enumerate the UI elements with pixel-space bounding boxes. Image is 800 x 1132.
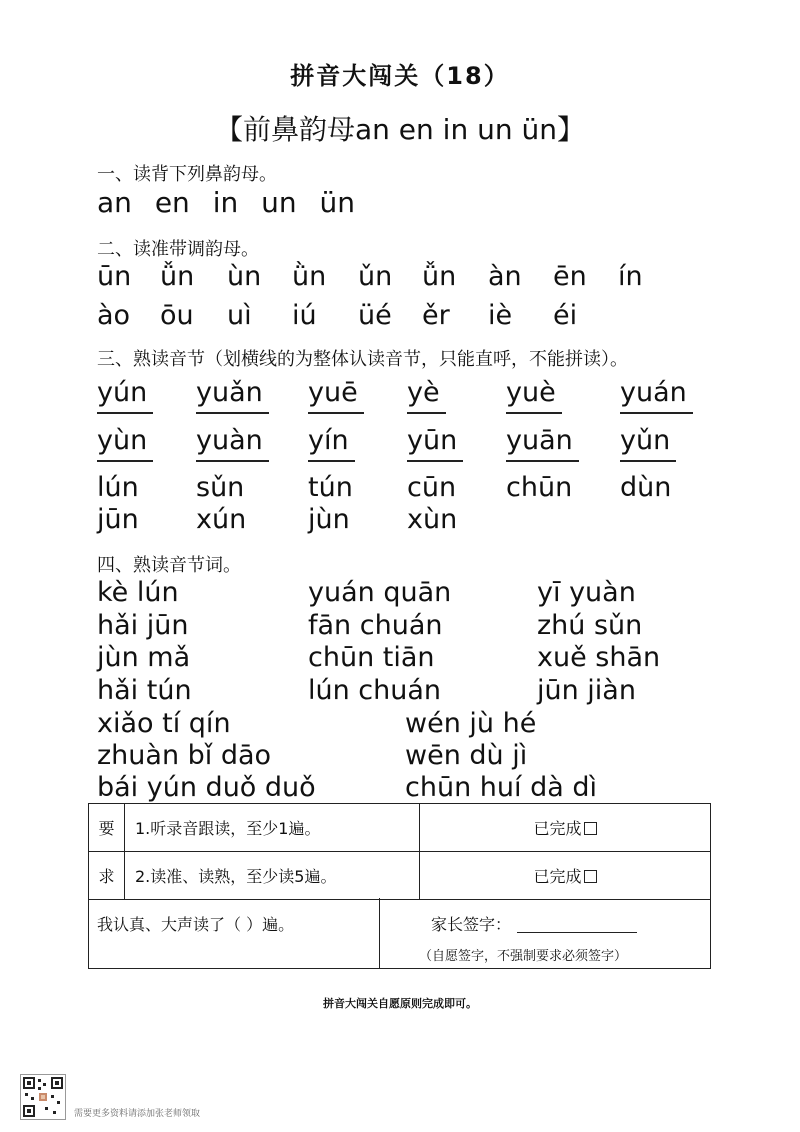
tone-final: ùn	[227, 261, 262, 292]
syllable: sǔn	[196, 472, 245, 503]
section-1-heading: 一、读背下列鼻韵母。	[97, 164, 277, 185]
word: bái yún duǒ duǒ	[97, 772, 316, 803]
requirement-1: 1.听录音跟读，至少1遍。	[125, 804, 420, 852]
footer-note: 拼音大闯关自愿原则完成即可。	[323, 997, 477, 1010]
word: wēn dù jì	[405, 740, 528, 771]
signature-note: （自愿签字，不强制要求必须签字）	[419, 949, 628, 964]
tone-final: ào	[97, 300, 131, 331]
syllable: tún	[308, 472, 353, 503]
tone-final: ōu	[160, 300, 194, 331]
syllable-whole: yūn	[407, 425, 458, 456]
requirement-2: 2.读准、读熟，至少读5遍。	[125, 852, 420, 900]
word: wén jù hé	[405, 708, 537, 739]
syllable-whole: yuān	[506, 425, 573, 456]
signature-line[interactable]	[517, 932, 637, 933]
tone-final: ǔn	[358, 261, 393, 292]
completion-check-2[interactable]	[420, 852, 711, 900]
final: en	[154, 186, 190, 219]
divider	[379, 898, 380, 968]
word: jùn mǎ	[97, 642, 191, 673]
syllable: chūn	[506, 472, 573, 503]
syllable: xún	[196, 504, 247, 535]
syllable: dùn	[620, 472, 672, 503]
checkbox[interactable]	[584, 870, 597, 883]
final: un	[261, 186, 297, 219]
qr-code-icon	[20, 1074, 66, 1120]
completion-check-1[interactable]	[420, 804, 711, 852]
word: lún chuán	[308, 675, 442, 706]
syllable-whole: yín	[308, 425, 349, 456]
final: ün	[319, 186, 356, 219]
tone-final: ēn	[553, 261, 587, 292]
requirements-table	[88, 803, 711, 900]
tone-final: uì	[227, 300, 252, 331]
word: chūn tiān	[308, 642, 435, 673]
word: hǎi jūn	[97, 610, 189, 641]
parent-signature-field[interactable]	[431, 912, 637, 935]
syllable-whole: yún	[97, 377, 148, 408]
word: xuě shān	[537, 642, 661, 673]
tone-final: ūn	[97, 261, 132, 292]
tone-final: iè	[488, 300, 513, 331]
word: yī yuàn	[537, 577, 636, 608]
syllable-whole: yè	[407, 377, 440, 408]
syllable-whole: yuǎn	[196, 377, 263, 408]
reading-record-box	[88, 898, 711, 969]
tone-final: ǜn	[292, 261, 327, 292]
section-3-heading: 三、熟读音节（划横线的为整体认读音节，只能直呼，不能拼读）。	[97, 349, 628, 370]
read-times-field[interactable]: 我认真、大声读了（ ）遍。	[97, 915, 295, 934]
tone-final: ín	[618, 261, 643, 292]
parent-sign-label: 家长签字：	[431, 915, 512, 934]
done-label: 已完成	[533, 867, 582, 886]
final: an	[97, 186, 132, 219]
tone-final: ěr	[422, 300, 450, 331]
word: zhuàn bǐ dāo	[97, 740, 272, 771]
qr-caption: 需要更多资料请添加张老师领取	[74, 1109, 201, 1119]
syllable-whole: yuàn	[196, 425, 263, 456]
syllable: jūn	[97, 504, 139, 535]
tone-final: iú	[292, 300, 317, 331]
page-subtitle: 【前鼻韵母an en in un ün】	[215, 113, 585, 146]
tone-final: üé	[358, 300, 392, 331]
page-title: 拼音大闯关（18）	[290, 62, 510, 90]
word: chūn huí dà dì	[405, 772, 597, 803]
tone-final: ǚn	[422, 261, 457, 292]
word: jūn jiàn	[537, 675, 636, 706]
tone-final: éi	[553, 300, 578, 331]
syllable-whole: yǔn	[620, 425, 671, 456]
word: xiǎo tí qín	[97, 708, 231, 739]
done-label: 已完成	[533, 819, 582, 838]
syllable: cūn	[407, 472, 457, 503]
word: kè lún	[97, 577, 179, 608]
word: hǎi tún	[97, 675, 192, 706]
word: fān chuán	[308, 610, 443, 641]
section-4-heading: 四、熟读音节词。	[97, 555, 241, 576]
final: in	[212, 186, 239, 219]
checkbox[interactable]	[584, 822, 597, 835]
requirement-side-label: 要	[89, 804, 125, 852]
word: yuán quān	[308, 577, 452, 608]
finals-row	[97, 186, 369, 219]
syllable: lún	[97, 472, 139, 503]
tone-final: àn	[488, 261, 522, 292]
syllable: xùn	[407, 504, 458, 535]
syllable-whole: yuán	[620, 377, 687, 408]
syllable: jùn	[308, 504, 350, 535]
syllable-whole: yùn	[97, 425, 148, 456]
syllable-whole: yuè	[506, 377, 556, 408]
word: zhú sǔn	[537, 610, 643, 641]
syllable-whole: yuē	[308, 377, 358, 408]
tone-final: ǚn	[160, 261, 195, 292]
requirement-side-label: 求	[89, 852, 125, 900]
section-2-heading: 二、读准带调韵母。	[97, 239, 259, 260]
